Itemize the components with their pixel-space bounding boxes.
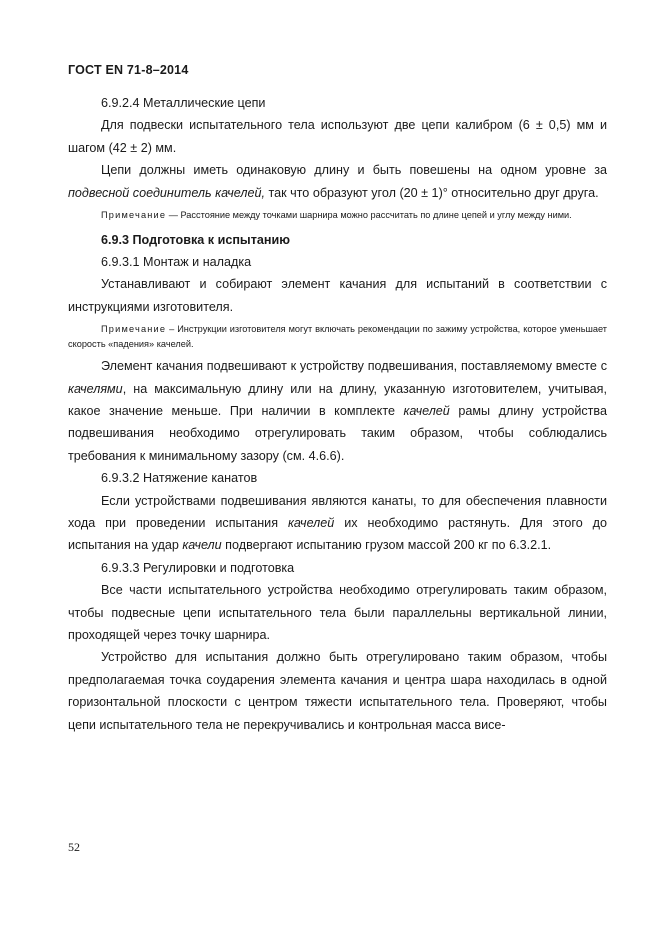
term-swings: качелями — [68, 381, 123, 396]
note-hinge-distance — [68, 208, 607, 223]
paragraph-rope-tension — [68, 490, 607, 557]
section-6-9-3-1-heading: 6.9.3.1 Монтаж и наладка — [101, 254, 252, 269]
text-run: Если устройствами подвешивания являются канаты, то для обеспечения плавности хода при проведении испытания — [68, 493, 607, 530]
text-run: рамы длину устройства подвешивания необходимо отрегулировать таким образом, чтобы соблюдались требования к минимальному зазору (см. 4.6.6). — [68, 403, 607, 463]
term-swing: качели — [182, 538, 222, 553]
term-swings: качелей — [403, 403, 450, 418]
term-swing-connector: подвесной соединитель качелей, — [68, 185, 265, 200]
note-text: — Расстояние между точками шарнира можно рассчитать по длине цепей и углу между ними. — [166, 210, 572, 221]
paragraph-assembly: Устанавливают и собирают элемент качания для испытаний в соответствии с инструкциями изготовителя. — [68, 277, 607, 314]
note-label: Примечание — [101, 324, 167, 335]
text-run: их необходимо растянуть. Для этого до испытания на удар — [68, 516, 608, 553]
section-6-9-3-2-heading: 6.9.3.2 Натяжение канатов — [101, 471, 258, 486]
section-6-9-3-3-heading: 6.9.3.3 Регулировки и подготовка — [101, 560, 295, 575]
paragraph-suspension — [68, 355, 607, 467]
text-run: так что образуют угол (20 ± 1)° относительно друг друга. — [264, 185, 599, 200]
note-text: – Инструкции изготовителя могут включать рекомендации по зажиму устройства, которое уменьшает скорость «падения» качелей. — [68, 324, 607, 349]
text-run: Элемент качания подвешивают к устройству подвешивания, поставляемому вместе с — [101, 359, 607, 374]
document-code-header: ГОСТ EN 71-8–2014 — [68, 63, 189, 77]
page-number: 52 — [68, 840, 80, 854]
text-run: Цепи должны иметь одинаковую длину и быть повешены на одном уровне за — [101, 163, 607, 178]
text-run: , на максимальную длину или на длину, указанную изготовителем, учитывая, какое значение меньше. При наличии в комплекте — [68, 381, 607, 418]
page-content — [68, 92, 607, 736]
term-swings: качелей — [287, 516, 335, 530]
note-manufacturer-instructions — [68, 322, 607, 351]
paragraph-chain-length — [68, 159, 607, 204]
paragraph-chain-gauge: Для подвески испытательного тела используют две цепи калибром (6 ± 0,5) мм и шагом (42 ± 2) мм. — [68, 118, 607, 155]
section-6-9-2-4-heading: 6.9.2.4 Металлические цепи — [101, 96, 266, 110]
paragraph-impact-point: Устройство для испытания должно быть отрегулировано таким образом, чтобы предполагаемая точка соударения элемента качания и центра шара находилась в одной горизонтальной плоскости с центром тяжести испытательного тела. Проверяют, чтобы цепи испытательного тела не перекручивались и контрольная масса висе- — [68, 650, 607, 732]
paragraph-adjustments: Все части испытательного устройства необходимо отрегулировать таким образом, чтобы подвесные цепи испытательного тела были параллельны вертикальной линии, проходящей через точку шарнира. — [68, 583, 607, 643]
text-run: подвергают испытанию грузом массой 200 кг по 6.3.2.1. — [221, 538, 552, 553]
note-label: Примечание — [101, 210, 167, 221]
section-6-9-3-title: 6.9.3 Подготовка к испытанию — [101, 232, 290, 247]
